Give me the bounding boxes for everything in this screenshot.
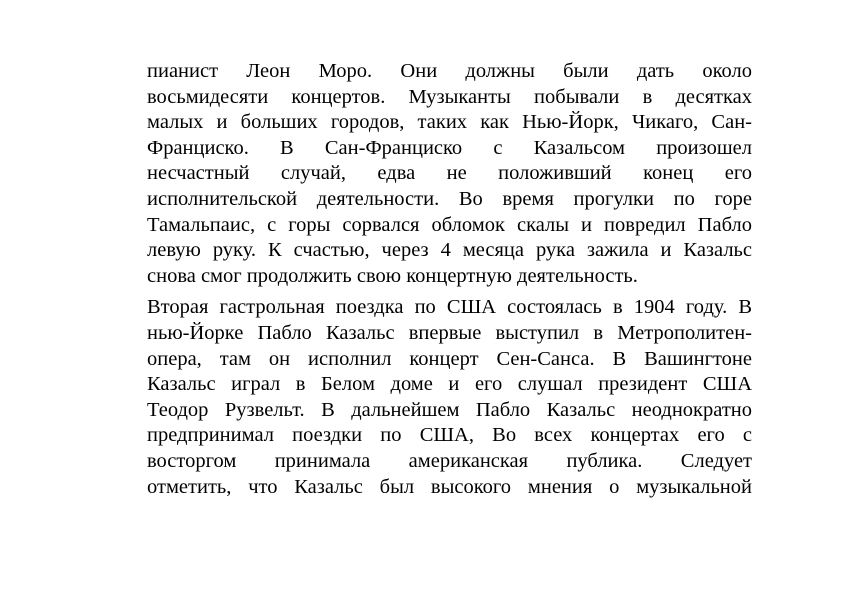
- text-line: нью-Йорке Пабло Казальс впервые выступил в Метрополитен-: [147, 321, 752, 344]
- text-body: [147, 59, 752, 500]
- paragraph-1: [147, 59, 752, 289]
- text-line: несчастный случай, едва не положивший конец его: [147, 162, 752, 185]
- text-line: Тамальпаис, с горы сорвался обломок скалы и повредил Пабло: [147, 213, 752, 236]
- text-line: левую руку. К счастью, через 4 месяца рука зажила и Казальс: [147, 239, 752, 262]
- text-line: пианист Леон Моро. Они должны были дать около: [147, 60, 752, 82]
- text-line: малых и больших городов, таких как Нью-Йорк, Чикаго, Сан-: [147, 111, 752, 134]
- text-line: восторгом принимала американская публика. Следует: [147, 449, 752, 472]
- text-line: восьмидесяти концертов. Музыканты побывали в десятках: [147, 85, 752, 108]
- text-line: Казальс играл в Белом доме и его слушал президент США: [147, 373, 752, 396]
- text-line: опера, там он исполнил концерт Сен-Санса. В Вашингтоне: [147, 347, 752, 370]
- text-line: Вторая гастрольная поездка по США состоялась в 1904 году. В: [147, 296, 752, 319]
- text-line: Франциско. В Сан-Франциско с Казальсом произошел: [147, 136, 752, 159]
- text-line: исполнительской деятельности. Во время прогулки по горе: [147, 187, 752, 210]
- paragraph-2: [147, 295, 752, 500]
- text-line: отметить, что Казальс был высокого мнения о музыкальной: [147, 475, 752, 498]
- text-line: снова смог продолжить свою концертную деятельность.: [147, 264, 638, 287]
- text-line: предпринимал поездки по США, Во всех концертах его с: [147, 424, 752, 447]
- text-line: Теодор Рузвельт. В дальнейшем Пабло Казальс неоднократно: [147, 398, 752, 421]
